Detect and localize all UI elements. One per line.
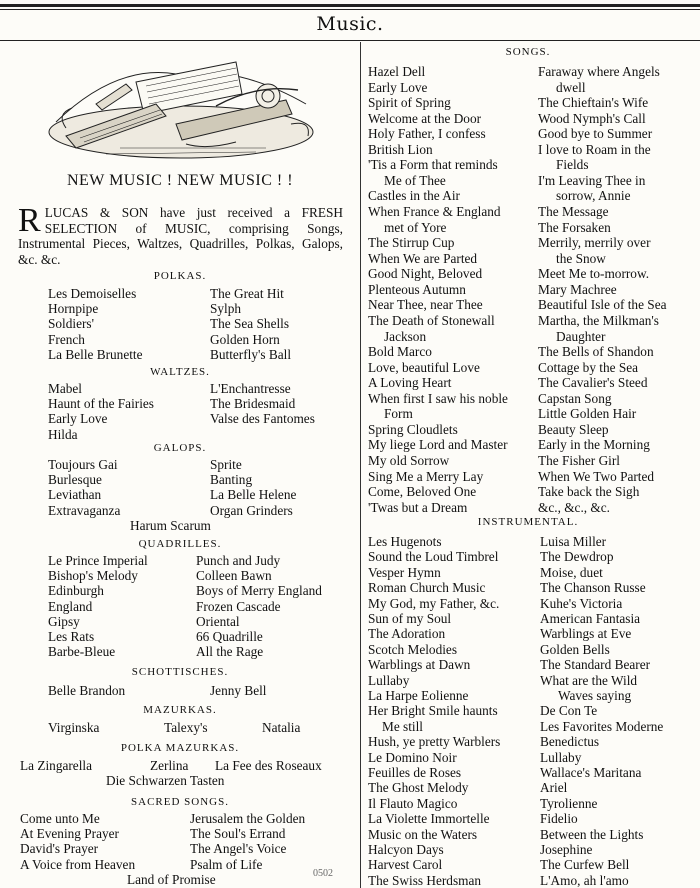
instrumental-title: The Curfew Bell xyxy=(540,857,630,873)
section-heading-quadrilles: QUADRILLES. xyxy=(138,538,222,550)
instrumental-title: Josephine xyxy=(540,842,593,857)
mazurka-title: Talexy's xyxy=(164,720,208,735)
instrumental-title: The Standard Bearer xyxy=(540,657,651,673)
song-title: Form xyxy=(384,406,413,422)
section-heading-schottisches: SCHOTTISCHES. xyxy=(131,666,229,678)
song-title: The Stirrup Cup xyxy=(368,235,455,251)
instrumental-title: The Dewdrop xyxy=(540,549,614,565)
schottische-title: Belle Brandon xyxy=(48,683,126,698)
instrumental-title: The Ghost Melody xyxy=(368,780,469,796)
song-title: Early in the Morning xyxy=(538,437,650,453)
section-heading-mazurkas: MAZURKAS. xyxy=(143,704,217,716)
polka-mazurka-title: Zerlina xyxy=(150,758,189,773)
sacred-song-title: David's Prayer xyxy=(20,841,99,857)
instrumental-title: My God, my Father, &c. xyxy=(368,595,500,611)
quadrille-title: Oriental xyxy=(196,613,240,629)
song-title: Martha, the Milkman's xyxy=(538,312,659,328)
instrumental-title: The Chanson Russe xyxy=(540,580,646,596)
song-title: Beauty Sleep xyxy=(538,421,609,437)
song-title: Sing Me a Merry Lay xyxy=(368,468,484,484)
song-title: Beautiful Isle of the Sea xyxy=(538,297,667,313)
instrumental-title: Warblings at Dawn xyxy=(368,657,471,673)
section-heading-galops: GALOPS. xyxy=(153,442,207,454)
advert-intro xyxy=(18,202,343,267)
galop-title: Harum Scarum xyxy=(130,518,211,533)
song-title: Take back the Sigh xyxy=(538,484,640,500)
drop-cap: R xyxy=(18,202,41,239)
sacred-song-title: The Angel's Voice xyxy=(190,841,287,857)
song-title: The Fisher Girl xyxy=(538,453,620,468)
song-title: Daughter xyxy=(556,328,606,344)
song-title: My liege Lord and Master xyxy=(368,437,508,453)
instrumental-title: Lullaby xyxy=(540,749,582,765)
song-title: Holy Father, I confess xyxy=(368,126,486,142)
song-title: met of Yore xyxy=(384,219,447,235)
quadrille-title: England xyxy=(48,598,93,614)
instrumental-title: Wallace's Maritana xyxy=(540,765,642,780)
section-heading-instrumental: INSTRUMENTAL. xyxy=(477,516,579,528)
song-title: My old Sorrow xyxy=(368,453,450,468)
song-title: British Lion xyxy=(368,141,433,157)
song-title: The Death of Stonewall xyxy=(368,312,495,328)
quadrille-title: Le Prince Imperial xyxy=(48,553,148,568)
song-title: sorrow, Annie xyxy=(556,188,631,204)
quadrille-title: Gipsy xyxy=(48,613,80,629)
instrumental-title: Feuilles de Roses xyxy=(368,765,462,780)
song-title: &c., &c., &c. xyxy=(538,499,611,515)
galop-title: Banting xyxy=(210,472,253,488)
galop-title: Organ Grinders xyxy=(210,502,293,518)
instrumental-title: Sound the Loud Timbrel xyxy=(368,549,499,565)
section-heading-songs: SONGS. xyxy=(505,46,551,58)
sacred-song-title: Come unto Me xyxy=(20,811,100,826)
schottische-title: Jenny Bell xyxy=(210,683,267,698)
instrumental-title: American Fantasia xyxy=(540,611,641,626)
instrumental-title: What are the Wild xyxy=(540,672,638,688)
song-title: Bold Marco xyxy=(368,344,432,360)
instrumental-title: Vesper Hymn xyxy=(368,564,441,580)
song-title: Wood Nymph's Call xyxy=(538,110,646,126)
polka-mazurka-title: Die Schwarzen Tasten xyxy=(106,773,225,788)
song-title: Capstan Song xyxy=(538,390,612,406)
polka-title: The Sea Shells xyxy=(210,316,290,332)
song-title: Meet Me to-morrow. xyxy=(538,266,650,282)
top-rule-thin xyxy=(0,9,700,10)
song-title: Welcome at the Door xyxy=(368,110,482,126)
instrumental-title: Le Domino Noir xyxy=(368,749,457,765)
instrumental-title: Lullaby xyxy=(368,672,410,688)
instrumental-title: Between the Lights xyxy=(540,826,644,842)
instrumental-title: La Harpe Eolienne xyxy=(368,688,469,703)
song-title: Fields xyxy=(556,157,589,173)
sacred-song-title: Jerusalem the Golden xyxy=(190,811,306,826)
instrumental-title: Fidelio xyxy=(540,811,578,827)
song-title: Faraway where Angels xyxy=(538,64,660,79)
polka-title: Sylph xyxy=(210,301,242,317)
sacred-song-title: Psalm of Life xyxy=(190,856,263,872)
song-title: When first I saw his noble xyxy=(368,390,508,406)
galop-title: Leviathan xyxy=(48,487,102,503)
song-title: I'm Leaving Thee in xyxy=(538,172,646,188)
quadrille-title: Bishop's Melody xyxy=(48,568,138,584)
quadrille-title: Edinburgh xyxy=(48,583,104,599)
galop-title: La Belle Helene xyxy=(210,487,297,503)
song-title: Little Golden Hair xyxy=(538,406,637,422)
waltz-title: The Bridesmaid xyxy=(210,396,296,412)
song-title: The Cavalier's Steed xyxy=(538,375,648,391)
song-title: The Forsaken xyxy=(538,219,611,235)
section-heading-polka-mazurkas: POLKA MAZURKAS. xyxy=(120,742,240,754)
musical-instruments-engraving-icon xyxy=(36,44,326,168)
instrumental-title: Me still xyxy=(382,718,424,734)
waltz-title: Mabel xyxy=(48,381,82,396)
song-title: Me of Thee xyxy=(384,172,446,188)
song-title: A Loving Heart xyxy=(368,375,452,391)
polka-title: Soldiers' xyxy=(48,316,94,332)
column-divider xyxy=(360,42,361,888)
song-title: Spirit of Spring xyxy=(368,95,451,111)
song-title: The Chieftain's Wife xyxy=(538,95,649,111)
instrumental-title: Harvest Carol xyxy=(368,857,443,873)
polka-title: Golden Horn xyxy=(210,331,280,347)
sacred-song-title: A Voice from Heaven xyxy=(20,856,136,872)
song-title: Hazel Dell xyxy=(368,64,426,79)
song-title: Mary Machree xyxy=(538,281,617,297)
song-title: Jackson xyxy=(384,328,427,344)
song-title: Spring Cloudlets xyxy=(368,421,458,437)
page-mark: 0502 xyxy=(313,868,333,879)
quadrille-title: Punch and Judy xyxy=(196,553,281,568)
quadrille-title: Barbe-Bleue xyxy=(48,644,116,660)
song-title: dwell xyxy=(556,79,586,95)
waltz-title: Haunt of the Fairies xyxy=(48,396,154,412)
quadrille-title: Les Rats xyxy=(48,629,95,644)
instrumental-title: De Con Te xyxy=(540,703,598,719)
instrumental-title: Golden Bells xyxy=(540,641,610,657)
song-title: Early Love xyxy=(368,79,428,95)
polka-title: French xyxy=(48,331,85,347)
instrumental-title: Benedictus xyxy=(540,734,600,750)
polka-title: La Belle Brunette xyxy=(48,346,143,362)
sacred-song-title: The Soul's Errand xyxy=(190,826,286,842)
waltz-title: Early Love xyxy=(48,411,108,427)
instrumental-title: The Adoration xyxy=(368,626,446,642)
instrumental-title: Moise, duet xyxy=(540,564,603,580)
galop-title: Burlesque xyxy=(48,472,102,488)
quadrille-title: Boys of Merry England xyxy=(196,583,322,599)
song-title: When We Two Parted xyxy=(538,468,655,484)
polka-title: Butterfly's Ball xyxy=(210,346,292,362)
song-title: The Bells of Shandon xyxy=(538,344,654,360)
instrumental-title: The Swiss Herdsman xyxy=(368,872,482,888)
instrumental-title: Les Favorites Moderne xyxy=(540,718,664,734)
instrumental-title: Luisa Miller xyxy=(540,534,607,549)
instrumental-title: Waves saying xyxy=(558,688,632,703)
sacred-song-title: At Evening Prayer xyxy=(20,826,119,842)
quadrille-title: Colleen Bawn xyxy=(196,568,272,584)
instrumental-title: Roman Church Music xyxy=(368,580,486,596)
instrumental-title: Hush, ye pretty Warblers xyxy=(368,734,501,750)
instrumental-title: Ariel xyxy=(540,780,568,796)
song-title: Good Night, Beloved xyxy=(368,266,483,282)
song-title: Plenteous Autumn xyxy=(368,281,466,297)
instrumental-title: Warblings at Eve xyxy=(540,626,632,642)
waltz-title: Valse des Fantomes xyxy=(210,411,315,427)
quadrille-title: Frozen Cascade xyxy=(196,598,281,614)
advert-banner: NEW MUSIC ! NEW MUSIC ! ! xyxy=(66,172,294,189)
instrumental-title: Halcyon Days xyxy=(368,842,444,857)
waltz-title: L'Enchantresse xyxy=(210,381,291,396)
song-title: When We are Parted xyxy=(368,250,478,266)
song-title: the Snow xyxy=(556,250,606,266)
instrumental-title: Les Hugenots xyxy=(368,534,442,549)
galop-title: Toujours Gai xyxy=(48,457,118,472)
galop-title: Extravaganza xyxy=(48,502,121,518)
polka-title: Hornpipe xyxy=(48,301,99,317)
section-heading-polkas: POLKAS. xyxy=(153,270,207,282)
quadrille-title: 66 Quadrille xyxy=(196,629,263,644)
mazurka-title: Virginska xyxy=(48,720,100,735)
instrumental-title: Il Flauto Magico xyxy=(368,795,458,811)
section-heading-sacred-songs: SACRED SONGS. xyxy=(131,796,229,808)
polka-mazurka-title: La Zingarella xyxy=(20,758,92,773)
sacred-song-title: Land of Promise xyxy=(127,872,216,887)
page-title: Music. xyxy=(316,13,384,35)
song-title: When France & England xyxy=(368,204,501,220)
waltz-title: Hilda xyxy=(48,426,78,442)
polka-title: Les Demoiselles xyxy=(48,286,137,301)
mazurka-title: Natalia xyxy=(262,720,301,735)
instrumental-title: Music on the Waters xyxy=(368,826,478,842)
song-title: I love to Roam in the xyxy=(538,141,651,157)
song-title: 'Twas but a Dream xyxy=(368,499,468,515)
instrumental-title: L'Amo, ah l'amo xyxy=(540,872,629,888)
top-rule-thick xyxy=(0,4,700,7)
instrumental-title: Tyrolienne xyxy=(540,795,598,811)
galop-title: Sprite xyxy=(210,457,242,472)
advert-intro-text: LUCAS & SON have just received a FRESH SELECTION of MUSIC, comprising Songs, Instrumental Pieces, Waltzes, Quadrilles, Polkas, Galops, &c. &c. xyxy=(18,205,343,267)
song-title: Good bye to Summer xyxy=(538,126,653,142)
song-title: Love, beautiful Love xyxy=(368,359,480,375)
instrumental-title: Sun of my Soul xyxy=(368,611,452,626)
polka-mazurka-title: La Fee des Roseaux xyxy=(215,758,322,773)
polka-title: The Great Hit xyxy=(210,286,284,301)
title-rule xyxy=(0,40,700,41)
song-title: Near Thee, near Thee xyxy=(368,297,483,313)
song-title: 'Tis a Form that reminds xyxy=(368,157,498,173)
song-title: Come, Beloved One xyxy=(368,484,477,500)
quadrille-title: All the Rage xyxy=(196,644,264,660)
section-heading-waltzes: WALTZES. xyxy=(150,366,210,378)
song-title: Castles in the Air xyxy=(368,188,460,204)
song-title: The Message xyxy=(538,204,609,220)
song-title: Cottage by the Sea xyxy=(538,359,639,375)
instrumental-title: La Violette Immortelle xyxy=(368,811,490,827)
instrumental-title: Her Bright Smile haunts xyxy=(368,703,498,719)
song-title: Merrily, merrily over xyxy=(538,235,651,251)
instrumental-title: Scotch Melodies xyxy=(368,641,458,657)
instrumental-title: Kuhe's Victoria xyxy=(540,595,623,611)
